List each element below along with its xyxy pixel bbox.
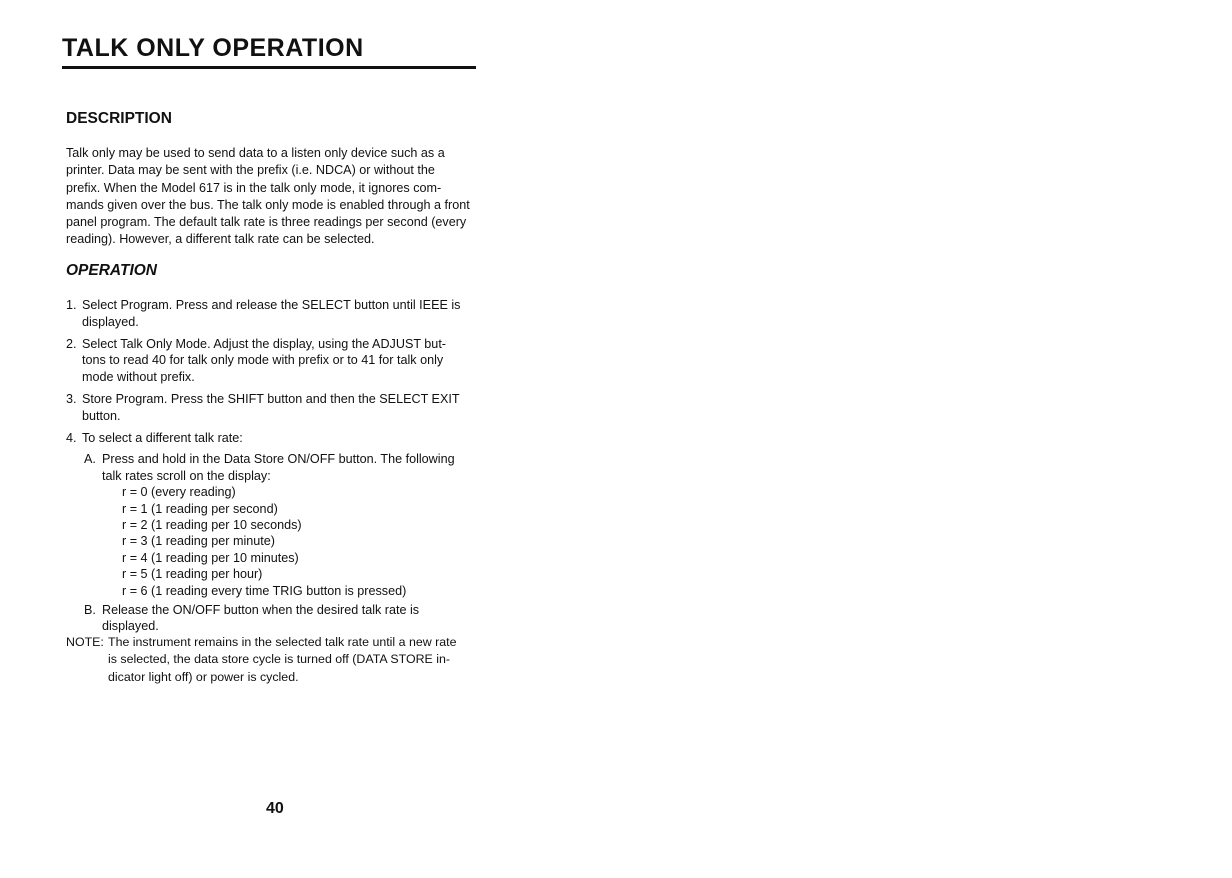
note-line: The instrument remains in the selected talk rate until a new rate — [108, 635, 457, 649]
step-line: tons to read 40 for talk only mode with prefix or to 41 for talk only — [82, 353, 444, 368]
page-title: TALK ONLY OPERATION — [62, 34, 364, 62]
note-block — [66, 634, 486, 686]
step-line: Select Program. Press and release the SELECT button until IEEE is — [82, 298, 461, 312]
operation-heading: OPERATION — [66, 262, 157, 279]
description-line: panel program. The default talk rate is three readings per second (every — [66, 215, 467, 230]
step-number: 1. — [66, 298, 77, 312]
step-number: 2. — [66, 336, 77, 351]
talk-rate-list — [102, 484, 486, 599]
substep-line: talk rates scroll on the display: — [102, 468, 271, 483]
substep-a — [66, 451, 486, 599]
step-line: mode without prefix. — [82, 370, 195, 385]
note-body — [66, 634, 486, 686]
step-number: 3. — [66, 391, 77, 406]
note-label: NOTE: — [66, 635, 104, 649]
substep-letter: B. — [84, 603, 96, 618]
substep-line: Press and hold in the Data Store ON/OFF button. The following — [102, 452, 455, 467]
description-heading: DESCRIPTION — [66, 110, 172, 127]
description-line: prefix. When the Model 617 is in the talk only mode, it ignores com- — [66, 180, 442, 195]
talk-rate-item: r = 5 (1 reading per hour) — [122, 567, 263, 582]
step-line: button. — [82, 408, 121, 423]
operation-steps — [66, 297, 486, 635]
step-line: Store Program. Press the SHIFT button and then the SELECT EXIT — [82, 391, 460, 406]
substep-letter: A. — [84, 452, 96, 467]
talk-rate-item: r = 6 (1 reading every time TRIG button is pressed) — [122, 583, 407, 598]
step-3 — [66, 391, 486, 425]
note-line: is selected, the data store cycle is turned off (DATA STORE in- — [108, 652, 451, 667]
substep-line: displayed. — [102, 619, 159, 634]
step-number: 4. — [66, 430, 77, 445]
talk-rate-item: r = 0 (every reading) — [122, 485, 236, 500]
step-2 — [66, 336, 486, 386]
page-number: 40 — [266, 800, 284, 817]
description-line: mands given over the bus. The talk only mode is enabled through a front — [66, 197, 470, 212]
step-1 — [66, 297, 486, 331]
description-paragraph — [66, 145, 484, 249]
note-line: dicator light off) or power is cycled. — [108, 669, 299, 684]
step-4 — [66, 430, 486, 447]
substep-b — [66, 602, 486, 635]
step-line: To select a different talk rate: — [82, 430, 243, 445]
step-line: Select Talk Only Mode. Adjust the display, using the ADJUST but- — [82, 336, 447, 351]
step-line: displayed. — [82, 314, 139, 329]
talk-rate-item: r = 1 (1 reading per second) — [122, 501, 278, 516]
description-line: reading). However, a different talk rate can be selected. — [66, 232, 375, 247]
title-underline — [62, 66, 476, 69]
description-line: printer. Data may be sent with the prefix (i.e. NDCA) or without the — [66, 163, 435, 178]
description-line: Talk only may be used to send data to a listen only device such as a — [66, 146, 445, 160]
talk-rate-item: r = 4 (1 reading per 10 minutes) — [122, 550, 299, 565]
substep-line: Release the ON/OFF button when the desired talk rate is — [102, 603, 420, 618]
talk-rate-item: r = 2 (1 reading per 10 seconds) — [122, 518, 302, 532]
talk-rate-item: r = 3 (1 reading per minute) — [122, 534, 275, 549]
